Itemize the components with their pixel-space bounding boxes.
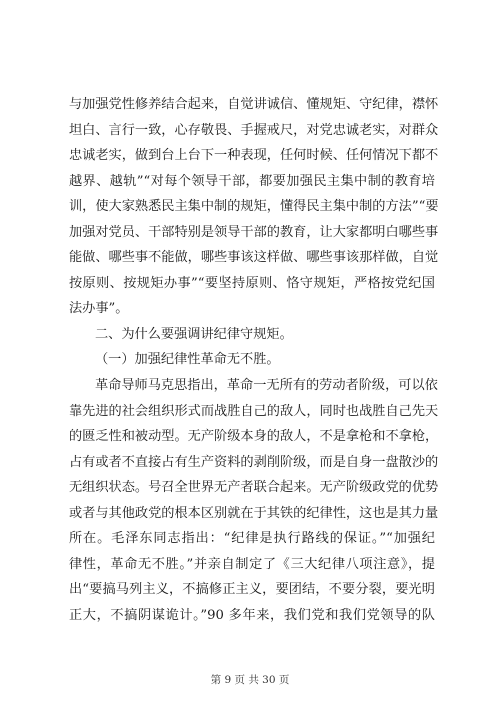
text-line: 的匮乏性和被动型。无产阶级本身的敌人，不是拿枪和不拿枪， xyxy=(69,429,439,445)
text-line: 占有或者不直接占有生产资料的剥削阶级，而是自身一盘散沙的 xyxy=(69,454,439,470)
text-line: 无组织状态。号召全世界无产者联合起来。无产阶级政党的优势 xyxy=(69,480,439,496)
text-line: 按原则、按规矩办事”“要坚持原则、恪守规矩，严格按党纪国 xyxy=(69,275,435,291)
text-line: 革命导师马克思指出，革命一无所有的劳动者阶级，可以依 xyxy=(95,378,438,394)
subsection-heading: （一）加强纪律性革命无不胜。 xyxy=(95,352,280,368)
text-line: 能做、哪些事不能做，哪些事该这样做、哪些事该那样做，自觉 xyxy=(69,250,439,266)
page-number: 第 9 页 共 30 页 xyxy=(210,674,290,686)
text-line: 或者与其他政党的根本区别就在于其铁的纪律性，这也是其力量 xyxy=(69,505,439,521)
text-line: 靠先进的社会组织形式而战胜自己的敌人，同时也战胜自己先天 xyxy=(69,403,439,419)
page-footer xyxy=(0,673,500,687)
text-line: 正大，不搞阴谋诡计。”90 多年来，我们党和我们党领导的队 xyxy=(69,607,435,623)
text-line: 越界、越轨”“对每个领导干部，都要加强民主集中制的教育培 xyxy=(69,173,435,189)
text-line: 与加强党性修养结合起来，自觉讲诚信、懂规矩、守纪律，襟怀 xyxy=(69,97,439,112)
section-heading: 二、为什么要强调讲纪律守规矩。 xyxy=(95,326,293,342)
text-line: 所在。毛泽东同志指出：“纪律是执行路线的保证。”“加强纪 xyxy=(69,531,435,547)
text-line: 出“要搞马列主义，不搞修正主义，要团结，不要分裂，要光明 xyxy=(69,582,435,598)
text-line: 法办事”。 xyxy=(69,301,129,317)
text-line: 训，使大家熟悉民主集中制的规矩，懂得民主集中制的方法”“要 xyxy=(69,199,439,215)
document-body xyxy=(69,92,439,628)
text-line: 忠诚老实，做到台上台下一种表现，任何时候、任何情况下都不 xyxy=(69,148,439,164)
text-line: 加强对党员、干部特别是领导干部的教育，让大家都明白哪些事 xyxy=(69,224,439,240)
text-line: 律性，革命无不胜。”并亲自制定了《三大纪律八项注意》，提 xyxy=(69,556,435,572)
text-line: 坦白、言行一致，心存敬畏、手握戒尺，对党忠诚老实，对群众 xyxy=(69,122,439,138)
